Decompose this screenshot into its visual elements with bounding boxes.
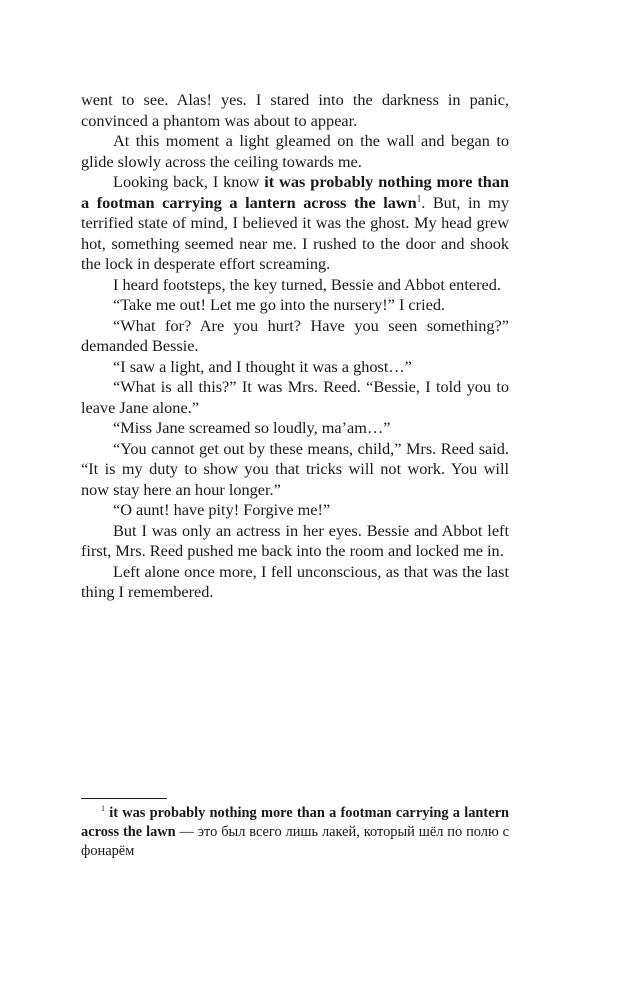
paragraph (81, 316, 509, 357)
text-run: “Miss Jane screamed so loudly, ma’am…” (113, 418, 391, 437)
paragraph (81, 439, 509, 501)
footnote-translation: — это был всего лишь лакей, который шёл по полю с фонарём (81, 824, 510, 859)
text-run: At this moment a light gleamed on the wall and began to glide slowly across the ceiling towards me. (81, 131, 509, 171)
paragraph (81, 172, 509, 275)
text-run: . But, in my terrified state of mind, I believed it was the ghost. My head grew hot, something seemed near me. I rushed to the door and shook the lock in desperate effort screaming. (81, 192, 509, 273)
paragraph (81, 275, 509, 296)
paragraph (81, 418, 509, 439)
paragraph (81, 521, 509, 562)
footnote-term: it was probably nothing more than a footman carrying a lantern across the lawn (81, 805, 509, 840)
paragraph (81, 377, 509, 418)
footnote (81, 804, 509, 861)
text-run: “You cannot get out by these means, child,” Mrs. Reed said. “It is my duty to show you that tricks will not work. You will now stay here an hour longer.” (81, 438, 509, 499)
paragraph (81, 562, 509, 603)
text-run: Left alone once more, I fell unconscious, as that was the last thing I remembered. (81, 561, 509, 601)
paragraph (81, 295, 509, 316)
bold-phrase: it was probably nothing more than a footman carrying a lantern across the lawn (81, 172, 510, 212)
text-run: “What for? Are you hurt? Have you seen something?” demanded Bessie. (81, 315, 509, 355)
footnote-reference: 1 (416, 193, 422, 204)
paragraph (81, 500, 509, 521)
text-run: “O aunt! have pity! Forgive me!” (113, 500, 331, 519)
text-run: But I was only an actress in her eyes. Bessie and Abbot left first, Mrs. Reed pushed me back into the room and locked me in. (81, 520, 509, 560)
text-run: “What is all this?” It was Mrs. Reed. “Bessie, I told you to leave Jane alone.” (81, 377, 509, 417)
footnote-divider (81, 798, 167, 799)
body-text (81, 90, 509, 603)
paragraph (81, 131, 509, 172)
text-run: I heard footsteps, the key turned, Bessie and Abbot entered. (113, 274, 501, 294)
text-run: Looking back, I know (113, 172, 265, 191)
footnote-marker: 1 (101, 804, 105, 814)
text-run: “I saw a light, and I thought it was a ghost…” (113, 356, 412, 376)
paragraph (81, 90, 509, 131)
paragraph (81, 357, 509, 378)
text-run: went to see. Alas! yes. I stared into the darkness in panic, convinced a phantom was about to appear. (81, 90, 509, 130)
text-run: “Take me out! Let me go into the nursery!” I cried. (113, 295, 446, 314)
